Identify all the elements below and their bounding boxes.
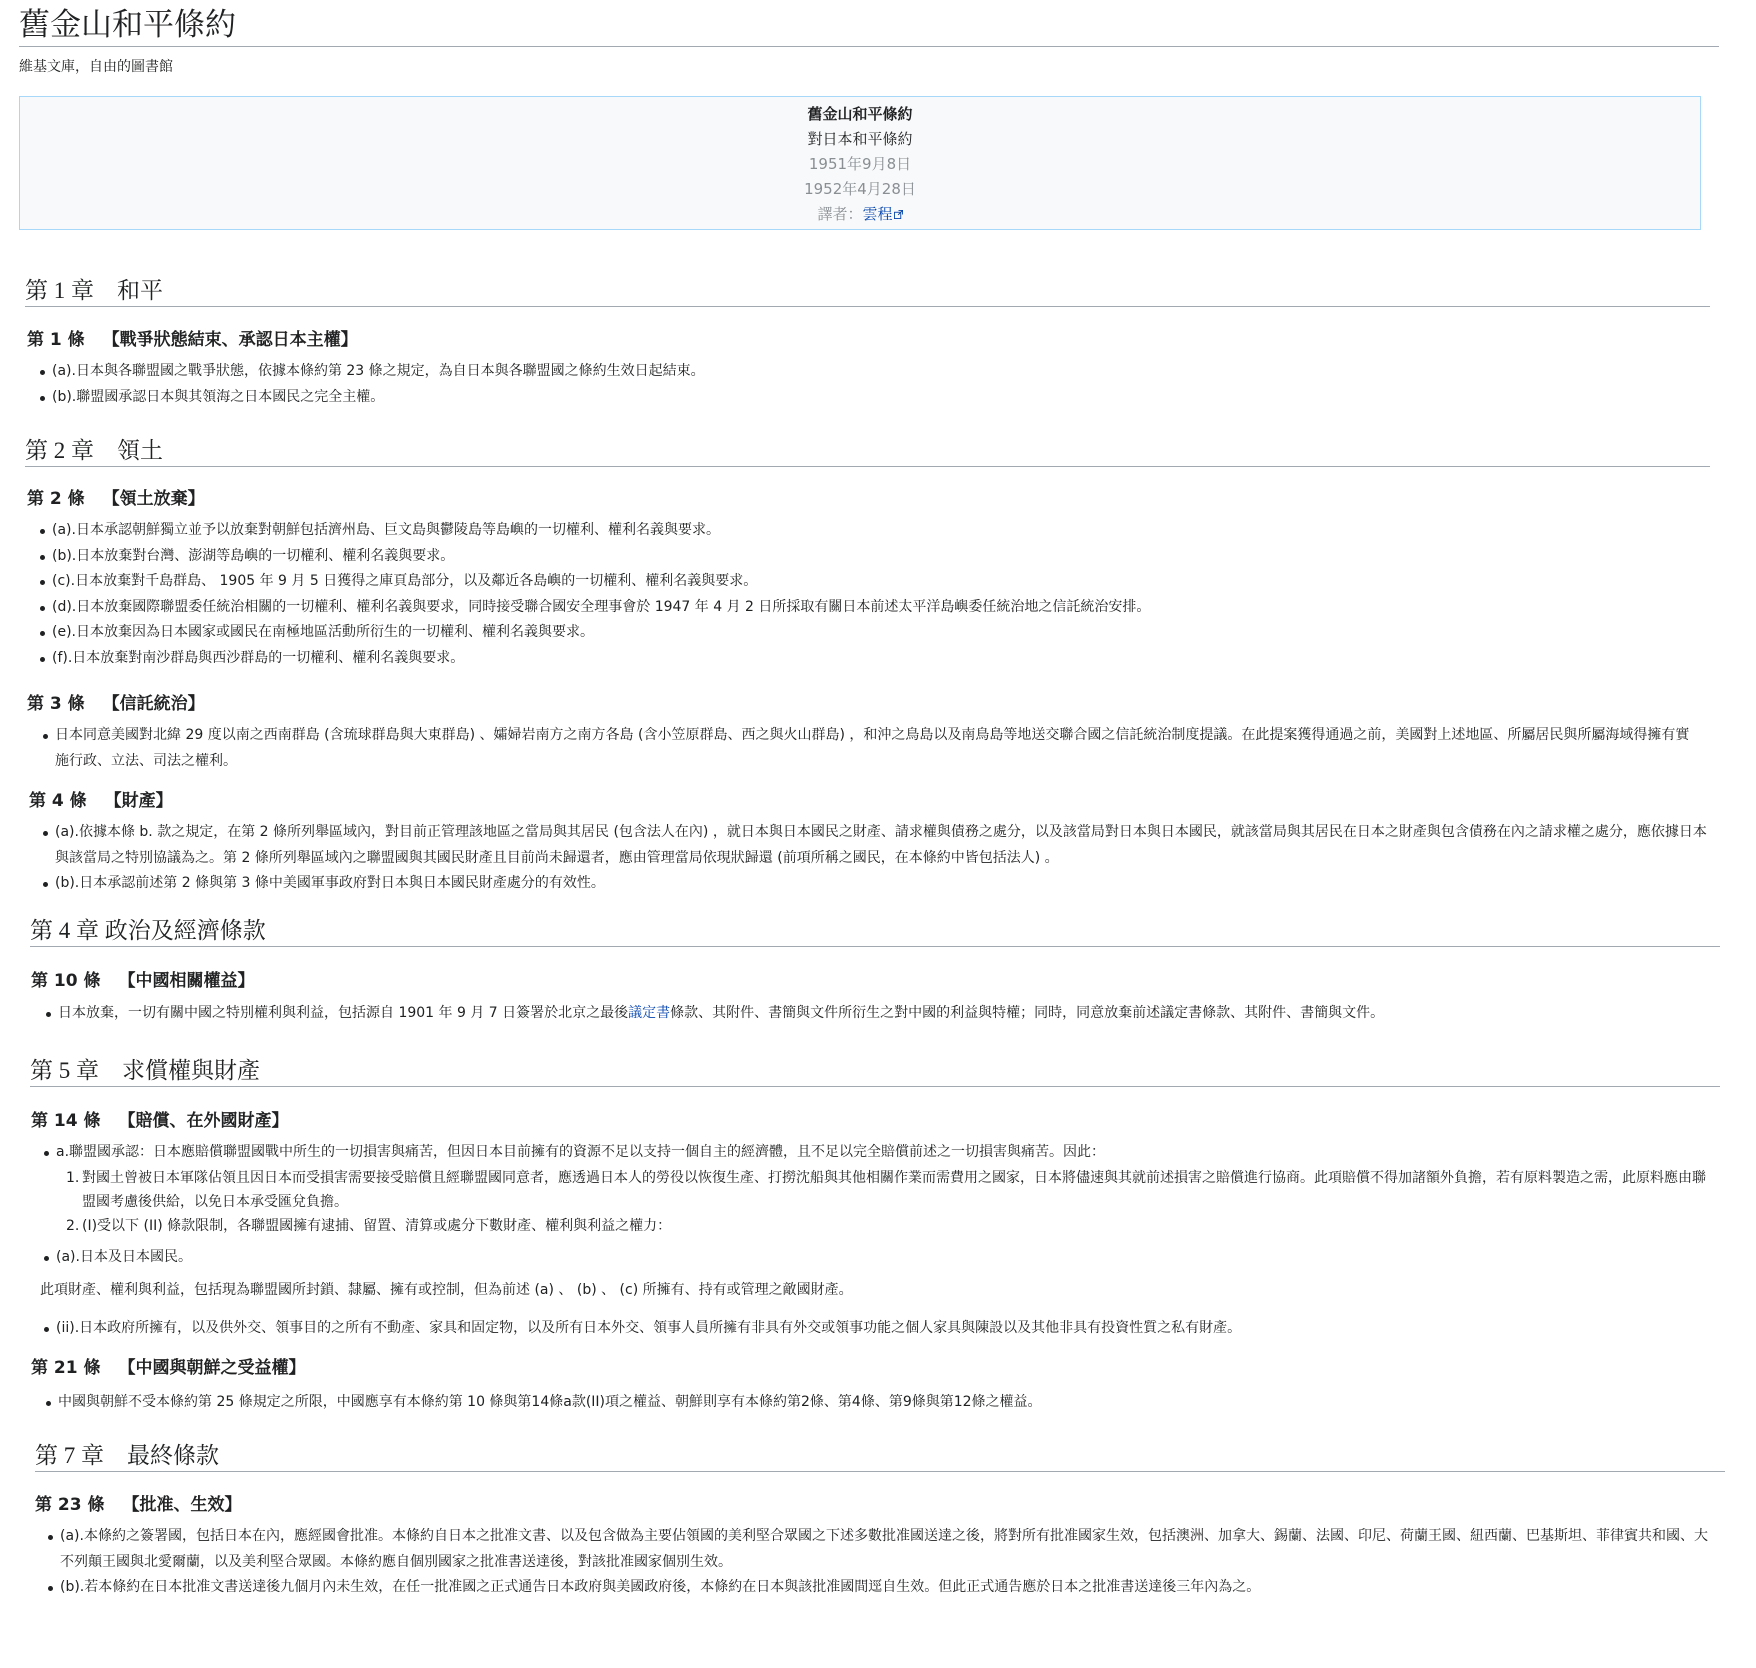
list-item: (d).日本放棄國際聯盟委任統治相關的一切權利、權利名義與要求，同時接受聯合國安全理事會於 1947 年 4 月 2 日所採取有關日本前述太平洋島嶼委任統治地之信託統治安排。 (52, 595, 1702, 621)
article-number: 第 10 條 (31, 971, 101, 991)
article-heading (27, 488, 205, 510)
article-subject: 【中國相關權益】 (118, 971, 255, 991)
list-item: (b).若本條約在日本批准文書送達後九個月內未生效，在任一批准國之正式通告日本政府與美國政府後，本條約在日本與該批准國間逕自生效。但此正式通告應於日本之批准書送達後三年內為之。 (60, 1575, 1720, 1601)
list-item: (a).日本與各聯盟國之戰爭狀態，依據本條約第 23 條之規定，為自日本與各聯盟國之條約生效日起結束。 (52, 359, 1702, 385)
article-items (52, 359, 1702, 410)
article-subject: 【領土放棄】 (102, 489, 205, 509)
article-number: 第 23 條 (35, 1495, 105, 1515)
article-number: 第 3 條 (27, 694, 85, 714)
article-items (55, 820, 1715, 897)
article-items (56, 1316, 1716, 1342)
numbered-item (66, 1166, 1712, 1214)
list-item: (a).本條約之簽署國，包括日本在內，應經國會批准。本條約自日本之批准文書、以及包含做為主要佔領國的美利堅合眾國之下述多數批准國送達之後，將對所有批准國家生效，包括澳洲、加拿大、錫蘭、法國、印尼、荷蘭王國、紐西蘭、巴基斯坦、菲律賓共和國、大不列顛王國與北愛爾蘭，以及美利堅合眾國。本條約應自個別國家之批准書送達後，對該批准國家個別生效。 (60, 1524, 1720, 1575)
work-header-box (19, 96, 1701, 230)
article-heading (35, 1494, 242, 1516)
article-subject: 【戰爭狀態結束、承認日本主權】 (102, 330, 358, 350)
chapter-heading: 第 7 章 最終條款 (35, 1441, 1725, 1472)
article-items (56, 1140, 1716, 1166)
site-tagline: 維基文庫，自由的圖書館 (19, 59, 173, 75)
article-items (58, 1001, 1718, 1027)
list-item: (a).依據本條 b. 款之規定，在第 2 條所列舉區域內，對目前正管理該地區之當局與其居民 (包含法人在內) ，就日本與日本國民之財產、請求權與債務之處分，以及該當局對日本與日本國民，就該當局與其居民在日本之財產與包含債務在內之請求權之處分，應依據日本與該當局之特別協議為之。第 2 條所列舉區域內之聯盟國與其國民財產且目前尚未歸還者，應由管理當局依現狀歸還 (前項所稱之國民，在本條約中皆包括法人) 。 (55, 820, 1715, 871)
list-item: 中國與朝鮮不受本條約第 25 條規定之所限，中國應享有本條約第 10 條與第14條a款(II)項之權益、朝鮮則享有本條約第2條、第4條、第9條與第12條之權益。 (58, 1390, 1718, 1416)
header-translator (20, 202, 1700, 227)
list-item: (c).日本放棄對千島群島、 1905 年 9 月 5 日獲得之庫頁島部分，以及鄰近各島嶼的一切權利、權利名義與要求。 (52, 569, 1702, 595)
list-item: a.聯盟國承認：日本應賠償聯盟國戰中所生的一切損害與痛苦，但因日本目前擁有的資源不足以支持一個自主的經濟體，且不足以完全賠償前述之一切損害與痛苦。因此： (56, 1140, 1716, 1166)
list-item: (f).日本放棄對南沙群島與西沙群島的一切權利、權利名義與要求。 (52, 646, 1702, 672)
chapter-heading: 第 5 章 求償權與財產 (30, 1056, 1720, 1087)
article-heading (27, 693, 205, 715)
list-item: (ii).日本政府所擁有，以及供外交、領事目的之所有不動產、家具和固定物，以及所有日本外交、領事人員所擁有非具有外交或領事功能之個人家具與陳設以及其他非具有投資性質之私有財產。 (56, 1316, 1716, 1342)
item-text: 對國土曾被日本軍隊佔領且因日本而受損害需要接受賠償且經聯盟國同意者，應透過日本人的勞役以恢復生產、打撈沈船與其他相關作業而需費用之國家，日本將儘速與其就前述損害之賠償進行協商。此項賠償不得加諸額外負擔，若有原料製造之需，此原料應由聯盟國考慮後供給，以免日本承受匯兌負擔。 (82, 1170, 1706, 1210)
list-item (58, 1001, 1718, 1027)
list-item: (e).日本放棄因為日本國家或國民在南極地區活動所衍生的一切權利、權利名義與要求。 (52, 620, 1702, 646)
article-heading (31, 1357, 306, 1379)
list-item: 日本同意美國對北緯 29 度以南之西南群島 (含琉球群島與大東群島) 、孀婦岩南方之南方各島 (含小笠原群島、西之與火山群島) ，和沖之鳥島以及南鳥島等地送交聯合國之信託統治制度提議。在此提案獲得通過之前，美國對上述地區、所屬居民與所屬海域得擁有實施行政、立法、司法之權利。 (55, 723, 1695, 774)
list-item: (b).聯盟國承認日本與其領海之日本國民之完全主權。 (52, 385, 1702, 411)
external-link-icon (894, 210, 903, 219)
header-subtitle: 對日本和平條約 (807, 130, 913, 148)
article-items (55, 723, 1695, 774)
numbered-sub-items (66, 1166, 1712, 1238)
item-number: 2. (66, 1218, 80, 1234)
article-number: 第 2 條 (27, 489, 85, 509)
translator-link[interactable]: 雲程 (862, 205, 893, 223)
list-item-text: 條款、其附件、書簡與文件所衍生之對中國的利益與特權；同時，同意放棄前述議定書條款、其附件、書簡與文件。 (670, 1005, 1385, 1021)
article-number: 第 14 條 (31, 1111, 101, 1131)
translator-label: 譯者： (817, 205, 863, 223)
list-item-text: 日本放棄，一切有關中國之特別權利與利益，包括源自 1901 年 9 月 7 日簽署於北京之最後 (58, 1005, 629, 1021)
article-subject: 【賠償、在外國財產】 (118, 1111, 289, 1131)
article-heading (31, 970, 255, 992)
list-item: (a).日本承認朝鮮獨立並予以放棄對朝鮮包括濟州島、巨文島與鬱陵島等島嶼的一切權利、權利名義與要求。 (52, 518, 1702, 544)
article-heading (27, 329, 358, 351)
article-heading (29, 790, 173, 812)
article-heading (31, 1110, 289, 1132)
article-number: 第 4 條 (29, 791, 87, 811)
page-title: 舊金山和平條約 (19, 6, 1719, 47)
header-effective-date: 1952年4月28日 (804, 180, 916, 198)
article-subject: 【信託統治】 (102, 694, 205, 714)
chapter-heading: 第 1 章 和平 (25, 276, 1710, 307)
article-items (60, 1524, 1720, 1601)
article-number: 第 1 條 (27, 330, 85, 350)
article-subject: 【批准、生效】 (122, 1495, 242, 1515)
item-text: (I)受以下 (II) 條款限制，各聯盟國擁有逮捕、留置、清算或處分下數財產、權利與利益之權力： (82, 1218, 672, 1234)
protocol-link[interactable]: 議定書 (628, 1005, 671, 1021)
item-number: 1. (66, 1170, 80, 1186)
list-item: (b).日本承認前述第 2 條與第 3 條中美國軍事政府對日本與日本國民財產處分的有效性。 (55, 871, 1715, 897)
article-number: 第 21 條 (31, 1358, 101, 1378)
chapter-heading: 第 4 章 政治及經濟條款 (30, 916, 1720, 947)
list-item: (a).日本及日本國民。 (56, 1245, 1716, 1271)
list-item: (b).日本放棄對台灣、澎湖等島嶼的一切權利、權利名義與要求。 (52, 544, 1702, 570)
article-subject: 【中國與朝鮮之受益權】 (118, 1358, 306, 1378)
article-items (58, 1390, 1718, 1416)
article-items (52, 518, 1702, 672)
numbered-item (66, 1214, 1712, 1238)
article-subject: 【財產】 (104, 791, 173, 811)
header-title: 舊金山和平條約 (807, 105, 913, 123)
paragraph: 此項財產、權利與利益，包括現為聯盟國所封鎖、隸屬、擁有或控制，但為前述 (a) 、 (b) 、 (c) 所擁有、持有或管理之敵國財產。 (40, 1282, 853, 1298)
header-signed-date: 1951年9月8日 (808, 155, 912, 173)
article-items (56, 1245, 1716, 1271)
chapter-heading: 第 2 章 領土 (25, 436, 1710, 467)
